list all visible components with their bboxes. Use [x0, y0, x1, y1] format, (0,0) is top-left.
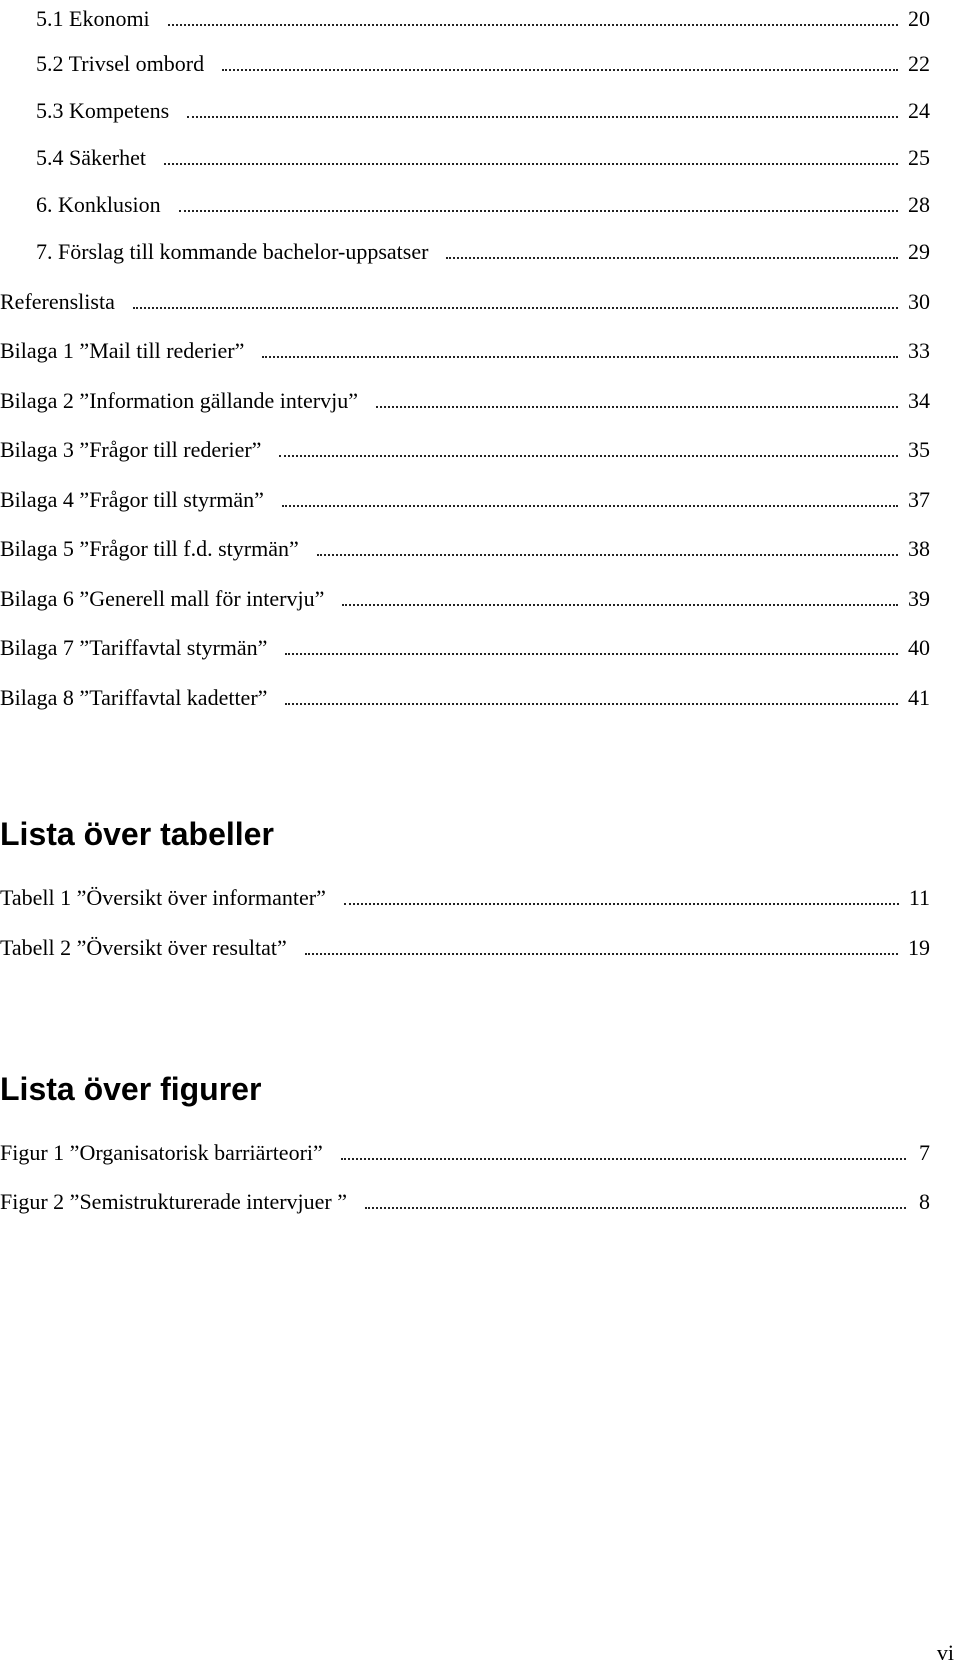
toc-entry-title: Referenslista [0, 289, 115, 314]
toc-entry-bilaga-2[interactable] [0, 382, 930, 414]
toc-entry-5-2[interactable] [0, 45, 930, 77]
figure-entry-page: 8 [919, 1189, 930, 1214]
toc-entry-page: 30 [908, 289, 930, 314]
dot-leader [365, 1207, 906, 1209]
table-entry-title: Tabell 1 ”Översikt över informanter” [0, 885, 326, 910]
toc-entry-page: 41 [908, 685, 930, 710]
dot-leader [285, 703, 898, 705]
toc-entry-title: 5.3 Kompetens [36, 98, 170, 123]
dot-leader [133, 307, 898, 309]
figures-heading: Lista över figurer [0, 1071, 262, 1107]
dot-leader [285, 653, 898, 655]
toc-entry-page: 22 [908, 51, 930, 76]
page-number: vi [936, 1640, 954, 1665]
toc-entry-bilaga-6[interactable] [0, 580, 930, 612]
toc-entry-6[interactable] [0, 186, 930, 218]
figure-entry-title: Figur 2 ”Semistrukturerade intervjuer ” [0, 1189, 348, 1214]
toc-entry-title: 6. Konklusion [36, 192, 161, 217]
toc-entry-bilaga-7[interactable] [0, 629, 930, 661]
dot-leader [305, 953, 898, 955]
dot-leader [164, 163, 898, 165]
toc-entry-5-3[interactable] [0, 92, 930, 124]
toc-entry-page: 40 [908, 635, 930, 660]
toc-entry-bilaga-5[interactable] [0, 530, 930, 562]
dot-leader [179, 210, 898, 212]
figure-entry-page: 7 [919, 1140, 930, 1165]
dot-leader [446, 257, 898, 259]
toc-entry-page: 25 [908, 145, 930, 170]
toc-entry-title: 5.4 Säkerhet [36, 145, 146, 170]
toc-entry-title: Bilaga 2 ”Information gällande intervju” [0, 388, 358, 413]
toc-entry-page: 20 [908, 6, 930, 31]
toc-entry-referenslista[interactable] [0, 283, 930, 315]
toc-entry-bilaga-8[interactable] [0, 679, 930, 711]
toc-entry-page: 37 [908, 487, 930, 512]
dot-leader [262, 356, 898, 358]
dot-leader [341, 1158, 906, 1160]
toc-entry-title: Bilaga 7 ”Tariffavtal styrmän” [0, 635, 268, 660]
toc-entry-bilaga-1[interactable] [0, 332, 930, 364]
toc-entry-page: 39 [908, 586, 930, 611]
dot-leader [317, 554, 898, 556]
toc-entry-title: Bilaga 1 ”Mail till rederier” [0, 338, 245, 363]
table-entry-1[interactable] [0, 879, 930, 911]
dot-leader [279, 455, 898, 457]
toc-entry-page: 24 [908, 98, 930, 123]
toc-entry-title: 5.2 Trivsel ombord [36, 51, 205, 76]
toc-entry-7[interactable] [0, 233, 930, 265]
dot-leader [376, 406, 898, 408]
toc-entry-title: Bilaga 8 ”Tariffavtal kadetter” [0, 685, 268, 710]
toc-entry-page: 38 [908, 536, 930, 561]
figure-entry-title: Figur 1 ”Organisatorisk barriärteori” [0, 1140, 323, 1165]
tables-heading: Lista över tabeller [0, 816, 274, 852]
dot-leader [222, 69, 898, 71]
toc-entry-bilaga-4[interactable] [0, 481, 930, 513]
table-entry-2[interactable] [0, 929, 930, 961]
dot-leader [187, 116, 898, 118]
toc-entry-title: 7. Förslag till kommande bachelor-uppsatser [36, 239, 429, 264]
dot-leader [282, 505, 898, 507]
toc-entry-page: 28 [908, 192, 930, 217]
table-entry-title: Tabell 2 ”Översikt över resultat” [0, 935, 287, 960]
dot-leader [344, 903, 899, 905]
toc-entry-5-1[interactable] [0, 0, 930, 32]
figure-entry-2[interactable] [0, 1183, 930, 1215]
table-entry-page: 19 [908, 935, 930, 960]
dot-leader [168, 24, 898, 26]
toc-entry-title: Bilaga 3 ”Frågor till rederier” [0, 437, 262, 462]
toc-entry-5-4[interactable] [0, 139, 930, 171]
toc-entry-page: 34 [908, 388, 930, 413]
toc-entry-bilaga-3[interactable] [0, 431, 930, 463]
table-entry-page: 11 [908, 885, 930, 910]
toc-entry-title: Bilaga 5 ”Frågor till f.d. styrmän” [0, 536, 299, 561]
toc-entry-page: 29 [908, 239, 930, 264]
toc-entry-page: 35 [908, 437, 930, 462]
toc-entry-title: Bilaga 6 ”Generell mall för intervju” [0, 586, 325, 611]
dot-leader [342, 604, 898, 606]
toc-entry-title: Bilaga 4 ”Frågor till styrmän” [0, 487, 264, 512]
toc-entry-page: 33 [908, 338, 930, 363]
figure-entry-1[interactable] [0, 1134, 930, 1166]
toc-entry-title: 5.1 Ekonomi [36, 6, 150, 31]
